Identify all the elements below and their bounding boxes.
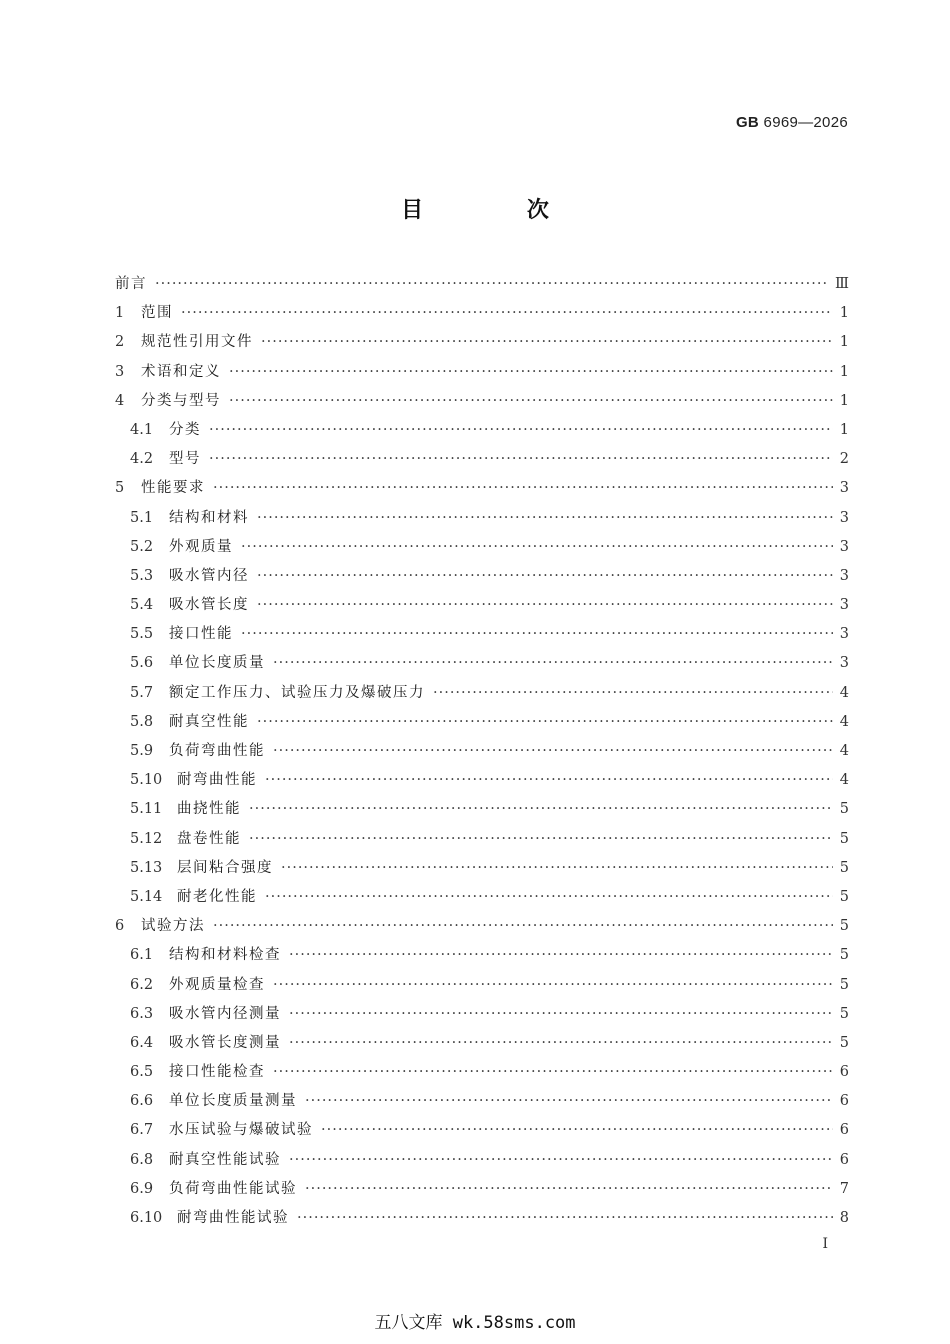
toc-leader-dots (155, 270, 829, 299)
toc-entry[interactable] (115, 620, 849, 649)
toc-leader-dots (273, 1058, 833, 1087)
toc-entry-label: 耐弯曲性能 (177, 772, 257, 789)
toc-entry-page: 5 (839, 976, 849, 993)
toc-entry-number: 5.6 (130, 655, 154, 672)
toc-entry-label: 曲挠性能 (177, 801, 241, 818)
toc-entry-number: 5.11 (130, 801, 163, 818)
toc-leader-dots (281, 854, 833, 883)
toc-entry-page: 3 (839, 626, 849, 643)
toc-entry-number: 5.10 (130, 772, 163, 789)
toc-entry[interactable] (115, 941, 849, 970)
toc-leader-dots (229, 387, 833, 416)
toc-entry-label: 盘卷性能 (177, 830, 241, 847)
toc-entry-number: 6.9 (130, 1180, 154, 1197)
toc-entry-number: 5.13 (130, 859, 163, 876)
toc-leader-dots (305, 1175, 833, 1204)
toc-entry-label: 接口性能检查 (169, 1064, 265, 1081)
toc-entry-page: 5 (839, 801, 849, 818)
toc-entry-page: 5 (839, 918, 849, 935)
toc-leader-dots (241, 533, 833, 562)
toc-leader-dots (257, 708, 833, 737)
toc-entry-page: 6 (839, 1122, 849, 1139)
toc-leader-dots (297, 1204, 833, 1233)
page-number: I (822, 1236, 828, 1252)
toc-entry[interactable] (115, 358, 849, 387)
toc-entry[interactable] (115, 1000, 849, 1029)
toc-leader-dots (321, 1116, 833, 1145)
toc-leader-dots (261, 328, 833, 357)
toc-entry[interactable] (115, 1175, 849, 1204)
toc-entry[interactable] (115, 912, 849, 941)
toc-entry-page: 1 (839, 421, 849, 438)
toc-entry-page: 5 (839, 859, 849, 876)
toc-entry-label: 单位长度质量 (169, 655, 265, 672)
toc-entry-label: 性能要求 (141, 480, 205, 497)
toc-entry-label: 负荷弯曲性能 (169, 743, 265, 759)
toc-entry-number: 4.1 (130, 421, 154, 438)
toc-entry-number: 5.8 (130, 713, 154, 730)
toc-entry-number: 6.10 (130, 1210, 163, 1226)
toc-entry-label: 单位长度质量测量 (169, 1093, 297, 1110)
toc-entry[interactable] (115, 1058, 849, 1087)
toc-leader-dots (265, 883, 833, 912)
toc-entry[interactable] (115, 883, 849, 912)
toc-entry-page: 6 (839, 1093, 849, 1110)
toc-leader-dots (249, 825, 833, 854)
toc-entry-number: 2 (115, 334, 125, 351)
toc-leader-dots (289, 1029, 833, 1058)
toc-entry[interactable] (115, 445, 849, 474)
toc-entry-label: 吸水管内径测量 (169, 1005, 281, 1022)
toc-entry-label: 型号 (169, 451, 201, 468)
toc-entry-label: 额定工作压力、试验压力及爆破压力 (169, 684, 425, 701)
toc-entry-label: 耐真空性能试验 (169, 1151, 281, 1168)
toc-entry-number: 6.3 (130, 1005, 154, 1022)
toc-leader-dots (289, 1000, 833, 1029)
toc-leader-dots (209, 445, 833, 474)
toc-entry-number: 5.12 (130, 830, 163, 847)
toc-entry-number: 4 (115, 392, 125, 409)
toc-entry-number: 6.2 (130, 976, 154, 993)
toc-leader-dots (265, 766, 833, 795)
toc-entry-page: 5 (839, 1005, 849, 1022)
standard-code (736, 114, 848, 131)
toc-entry-label: 分类 (169, 421, 201, 438)
toc-leader-dots (257, 591, 833, 620)
toc-entry-number: 5.4 (130, 597, 154, 614)
toc-leader-dots (229, 358, 833, 387)
toc-entry-number: 5.2 (130, 538, 154, 555)
toc-leader-dots (241, 620, 833, 649)
toc-entry-label: 吸水管长度测量 (169, 1034, 281, 1051)
toc-entry[interactable] (115, 1204, 849, 1233)
toc-entry[interactable] (115, 825, 849, 854)
toc-entry-page: 1 (839, 305, 849, 322)
toc-entry-page: 3 (839, 655, 849, 672)
toc-entry[interactable] (115, 1087, 849, 1116)
toc-entry-number: 5.3 (130, 567, 154, 584)
toc-entry-number: 5.14 (130, 888, 163, 905)
toc-entry[interactable] (115, 533, 849, 562)
toc-entry-number: 3 (115, 363, 125, 380)
toc-entry-page: 1 (839, 392, 849, 409)
toc-entry[interactable] (115, 299, 849, 328)
toc-entry-page: 2 (839, 451, 849, 468)
toc-entry-number: 6.6 (130, 1093, 154, 1110)
toc-entry-label: 耐真空性能 (169, 713, 249, 730)
toc-entry-label: 层间粘合强度 (177, 859, 273, 876)
toc-entry[interactable] (115, 1116, 849, 1145)
toc-leader-dots (213, 912, 833, 941)
toc-leader-dots (257, 504, 833, 533)
toc-entry[interactable] (115, 854, 849, 883)
toc-entry[interactable] (115, 591, 849, 620)
toc-entry-page: Ⅲ (835, 276, 849, 292)
toc-entry[interactable] (115, 795, 849, 824)
toc-leader-dots (273, 971, 833, 1000)
toc-entry-label: 术语和定义 (141, 363, 221, 380)
toc-entry-page: 1 (839, 334, 849, 351)
toc-entry-label: 规范性引用文件 (141, 334, 253, 351)
standard-number: 6969—2026 (763, 114, 848, 131)
table-of-contents (115, 270, 849, 1233)
toc-entry-page: 5 (839, 947, 849, 964)
toc-entry-page: 7 (839, 1180, 849, 1197)
toc-entry-number: 6.5 (130, 1064, 154, 1081)
toc-entry[interactable] (115, 328, 849, 357)
toc-entry-number: 1 (115, 305, 125, 322)
toc-entry-label: 吸水管长度 (169, 597, 249, 614)
toc-leader-dots (273, 737, 833, 766)
toc-entry[interactable] (115, 504, 849, 533)
toc-entry-number: 6.4 (130, 1034, 154, 1051)
toc-leader-dots (257, 562, 833, 591)
toc-leader-dots (209, 416, 833, 445)
toc-entry-label: 接口性能 (169, 626, 233, 643)
toc-entry-label: 分类与型号 (141, 392, 221, 409)
toc-entry-number: 5.1 (130, 509, 154, 526)
page-title: 目 次 (401, 198, 597, 223)
toc-entry[interactable] (115, 708, 849, 737)
toc-entry-page: 3 (839, 538, 849, 555)
toc-entry-label: 吸水管内径 (169, 567, 249, 584)
toc-entry-label: 结构和材料 (169, 509, 249, 526)
toc-entry-label: 范围 (141, 305, 173, 322)
toc-entry-number: 5.7 (130, 684, 154, 701)
toc-entry-number: 6.1 (130, 947, 154, 964)
toc-entry[interactable] (115, 679, 849, 708)
toc-entry-label: 水压试验与爆破试验 (169, 1122, 313, 1139)
toc-entry-page: 8 (839, 1210, 849, 1226)
toc-leader-dots (305, 1087, 833, 1116)
toc-entry-page: 6 (839, 1151, 849, 1168)
toc-entry[interactable] (115, 737, 849, 766)
toc-entry[interactable] (115, 1029, 849, 1058)
toc-entry-label: 负荷弯曲性能试验 (169, 1180, 297, 1197)
toc-entry-page: 3 (839, 567, 849, 584)
toc-entry-label: 外观质量 (169, 538, 233, 555)
toc-entry[interactable] (115, 649, 849, 678)
toc-entry-page: 4 (839, 713, 849, 730)
toc-entry-page: 4 (839, 743, 849, 759)
toc-entry-page: 5 (839, 830, 849, 847)
toc-leader-dots (289, 1146, 833, 1175)
standard-prefix: GB (735, 114, 760, 131)
toc-entry-label: 外观质量检查 (169, 976, 265, 993)
toc-entry-page: 3 (839, 509, 849, 526)
toc-entry-number: 4.2 (130, 451, 154, 468)
toc-entry-page: 5 (839, 1034, 849, 1051)
toc-leader-dots (181, 299, 833, 328)
toc-entry-page: 4 (839, 684, 849, 701)
toc-leader-dots (273, 649, 833, 678)
toc-entry[interactable] (115, 766, 849, 795)
toc-entry-page: 1 (839, 363, 849, 380)
toc-entry[interactable] (115, 474, 849, 503)
site-watermark: 五八文库 wk.58sms.com (374, 1313, 576, 1333)
toc-entry[interactable] (115, 1146, 849, 1175)
toc-entry-label: 结构和材料检查 (169, 947, 281, 964)
toc-entry-number: 5.9 (130, 743, 154, 759)
toc-entry-label: 耐弯曲性能试验 (177, 1210, 289, 1226)
toc-leader-dots (249, 795, 833, 824)
toc-entry-label: 前言 (115, 276, 147, 292)
toc-leader-dots (213, 474, 833, 503)
toc-entry-number: 5.5 (130, 626, 154, 643)
toc-leader-dots (289, 941, 833, 970)
toc-entry-label: 试验方法 (141, 918, 205, 935)
toc-entry-page: 4 (839, 772, 849, 789)
toc-entry-number: 6 (115, 918, 125, 935)
toc-entry-page: 3 (839, 480, 849, 497)
toc-entry-page: 6 (839, 1064, 849, 1081)
toc-entry-number: 6.7 (130, 1122, 154, 1139)
toc-entry[interactable] (115, 416, 849, 445)
toc-entry[interactable] (115, 971, 849, 1000)
toc-entry[interactable] (115, 270, 849, 299)
toc-entry[interactable] (115, 387, 849, 416)
toc-entry-page: 5 (839, 888, 849, 905)
toc-entry-number: 5 (115, 480, 125, 497)
toc-entry-number: 6.8 (130, 1151, 154, 1168)
toc-entry-label: 耐老化性能 (177, 888, 257, 905)
toc-entry[interactable] (115, 562, 849, 591)
toc-leader-dots (433, 679, 833, 708)
toc-entry-page: 3 (839, 597, 849, 614)
